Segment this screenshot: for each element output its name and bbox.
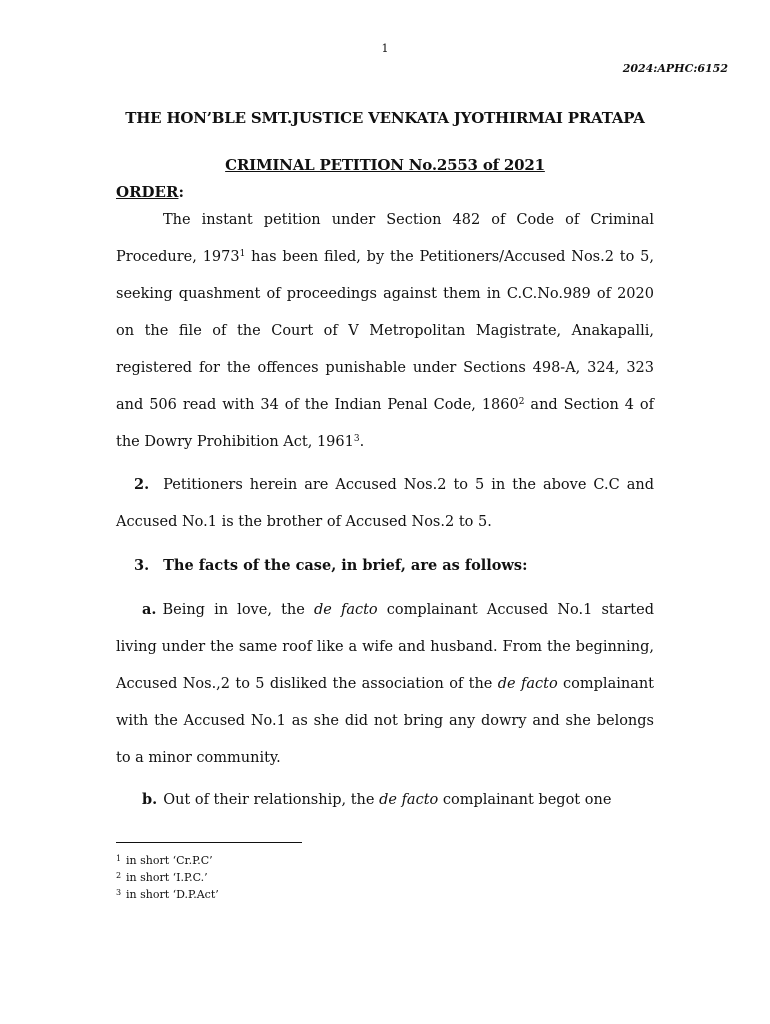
footnote-2 [116,868,219,885]
paragraph-a-italic1: de facto [313,602,378,618]
paragraph-1-part4: . [359,434,365,450]
footnote-3-number: 3 [116,888,122,897]
footnotes [116,851,219,902]
footnote-1-text: in short ‘Cr.P.C’ [126,854,213,867]
paragraph-b [116,781,654,819]
paragraph-2-text: Petitioners herein are Accused Nos.2 to 5 in the above C.C and Accused No.1 is the brother of Accused Nos.2 to 5. [116,477,654,530]
judge-title: THE HON’BLE SMT.JUSTICE VENKATA JYOTHIRMAI PRATAPA [125,109,645,127]
paragraph-b-label: b. [142,791,158,808]
footnote-divider [116,842,302,843]
paragraph-b-text1: Out of their relationship, the [163,792,380,808]
order-heading [116,183,184,201]
facts-heading: The facts of the case, in brief, are as follows: [163,557,528,574]
paragraph-2-number: 2. [134,476,150,493]
paragraph-a-text3: complainant with the Accused No.1 as she did not bring any dowry and she belongs to a minor community. [116,676,654,766]
paragraph-a [116,591,654,777]
paragraph-1-part2: has been filed, by the Petitioners/Accused Nos.2 to 5, seeking quashment of proceedings against them in C.C.No.989 of 2020 on the file of the Court of V Metropolitan Magistrate, Anakapalli, registered for the offences punishable under Sections 498-A, 324, 323 and 506 read with 34 of the Indian Penal Code, 1860 [116,249,655,413]
page-number: 1 [381,42,389,55]
paragraph-b-text2: complainant begot one [438,792,612,808]
footnote-2-text: in short ‘I.P.C.’ [126,871,208,884]
paragraph-3 [116,547,654,585]
paragraph-a-text1: Being in love, the [162,602,314,618]
order-colon: : [178,183,184,201]
footnote-3-text: in short ‘D.P.Act’ [126,888,219,901]
footnote-2-number: 2 [116,871,122,880]
paragraph-1-part3: and Section 4 of the Dowry Prohibition Act, 1961 [116,397,654,450]
paragraph-2 [116,466,654,541]
paragraph-a-text2: complainant Accused No.1 started living under the same roof like a wife and husband. From the beginning, Accused Nos.,2 to 5 disliked the association of the [116,602,654,692]
paragraph-a-italic2: de facto [497,676,558,692]
footnote-1-number: 1 [116,854,122,863]
order-label: ORDER [116,183,179,201]
paragraph-1 [116,202,654,461]
paragraph-b-italic1: de facto [379,792,439,808]
paragraph-a-label: a. [142,601,157,618]
footnote-3 [116,885,219,902]
footnote-ref-2: 2 [518,397,525,407]
footnote-ref-1: 1 [239,249,246,259]
paragraph-3-number: 3. [134,557,150,574]
neutral-citation: 2024:APHC:6152 [622,62,728,75]
case-title: CRIMINAL PETITION No.2553 of 2021 [225,156,545,174]
footnote-1 [116,851,219,868]
footnote-ref-3: 3 [353,434,360,444]
paragraph-1-part1: The instant petition under Section 482 of Code of Criminal Procedure, 1973 [116,212,654,265]
